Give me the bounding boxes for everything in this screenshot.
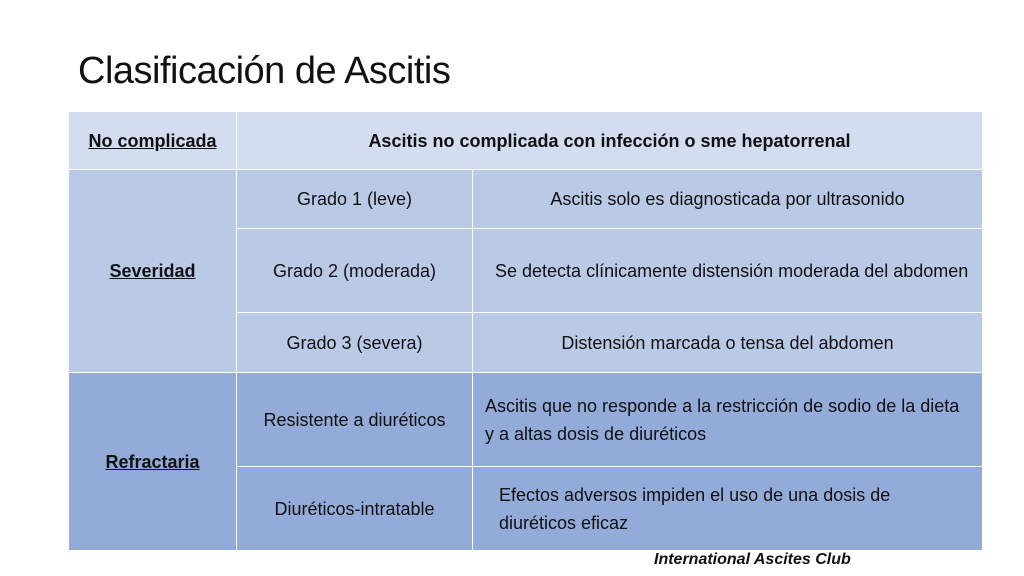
refractory-category-cell: Refractaria (69, 373, 237, 551)
header-category-cell: No complicada (69, 112, 237, 170)
severity-row-1 (69, 170, 983, 229)
severity-description-cell: Distensión marcada o tensa del abdomen (473, 313, 983, 373)
header-description-cell: Ascitis no complicada con infección o sme hepatorrenal (237, 112, 983, 170)
severity-grade-cell: Grado 1 (leve) (237, 170, 473, 229)
refractory-row-1 (69, 373, 983, 467)
refractory-description-cell: Efectos adversos impiden el uso de una dosis de diuréticos eficaz (473, 467, 983, 551)
slide-title: Clasificación de Ascitis (78, 50, 451, 92)
severity-description-cell: Se detecta clínicamente distensión moderada del abdomen (473, 229, 983, 313)
refractory-type-cell: Diuréticos-intratable (237, 467, 473, 551)
refractory-description-cell: Ascitis que no responde a la restricción de sodio de la dieta y a altas dosis de diuréticos (473, 373, 983, 467)
refractory-type-cell: Resistente a diuréticos (237, 373, 473, 467)
severity-category-cell: Severidad (69, 170, 237, 373)
severity-description-cell: Ascitis solo es diagnosticada por ultrasonido (473, 170, 983, 229)
ascites-classification-table (68, 111, 983, 551)
source-citation: International Ascites Club (654, 551, 851, 568)
severity-grade-cell: Grado 3 (severa) (237, 313, 473, 373)
severity-grade-cell: Grado 2 (moderada) (237, 229, 473, 313)
header-row (69, 112, 983, 170)
